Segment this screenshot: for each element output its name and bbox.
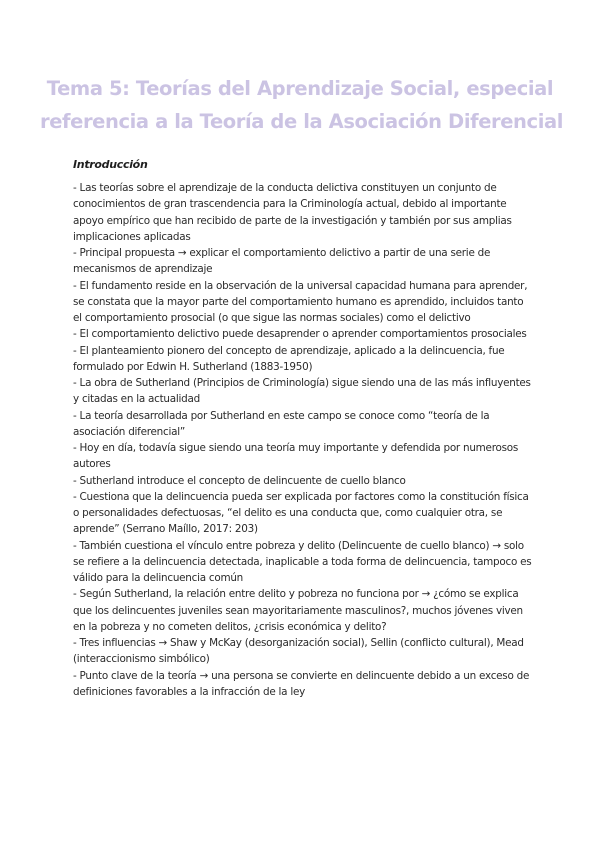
bullet-item: - El comportamiento delictivo puede desaprender o aprender comportamientos prosociales <box>73 328 527 341</box>
bullet-item: - Punto clave de la teoría → una persona se convierte en delincuente debido a un exceso de definiciones favorables a la infracción de la ley <box>73 669 530 698</box>
bullet-item: - La teoría desarrollada por Sutherland en este campo se conoce como “teoría de la asociación diferencial” <box>73 409 490 438</box>
bullet-item: - Las teorías sobre el aprendizaje de la conducta delictiva constituyen un conjunto de conocimientos de gran trascendencia para la Criminología actual, debido al importante apoyo empírico que han recibido de parte de la investigación y también por sus amplias implicaciones aplicadas <box>73 182 512 243</box>
bullet-item: - El planteamiento pionero del concepto de aprendizaje, aplicado a la delincuencia, fue formulado por Edwin H. Sutherland (1883-1950) <box>73 344 505 373</box>
bullet-item: - Sutherland introduce el concepto de delincuente de cuello blanco <box>73 474 406 487</box>
bullet-item: - El fundamento reside en la observación de la universal capacidad humana para aprender, se constata que la mayor parte del comportamiento humano es aprendido, incluidos tanto el comportamiento prosocial (o que sigue las normas sociales) como el delictivo <box>73 279 528 324</box>
bullet-item: - Según Sutherland, la relación entre delito y pobreza no funciona por → ¿cómo se explica que los delincuentes juveniles sean mayoritariamente masculinos?, muchos jóvenes viven en la pobreza y no cometen delitos, ¿crisis económica y delito? <box>73 588 523 633</box>
section-heading: Introducción <box>73 158 148 171</box>
document-title-line-1: Tema 5: Teorías del Aprendizaje Social, especial <box>46 77 554 100</box>
bullet-list <box>73 180 535 700</box>
bullet-item: - Hoy en día, todavía sigue siendo una teoría muy importante y defendida por numerosos autores <box>73 442 519 471</box>
bullet-item: - Principal propuesta → explicar el comportamiento delictivo a partir de una serie de mecanismos de aprendizaje <box>73 247 491 276</box>
bullet-item: - La obra de Sutherland (Principios de Criminología) sigue siendo una de las más influyentes y citadas en la actualidad <box>73 377 531 406</box>
bullet-item: - Tres influencias → Shaw y McKay (desorganización social), Sellin (conflicto cultural), Mead (interaccionismo simbólico) <box>73 637 524 666</box>
bullet-item: - También cuestiona el vínculo entre pobreza y delito (Delincuente de cuello blanco) → solo se refiere a la delincuencia detectada, inaplicable a toda forma de delincuencia, tampoco es válido para la delincuencia común <box>73 539 532 584</box>
bullet-item: - Cuestiona que la delincuencia pueda ser explicada por factores como la constitución física o personalidades defectuosas, “el delito es una conducta que, como cualquier otra, se aprende” (Serrano Maíllo, 2017: 203) <box>73 490 529 536</box>
document-title-line-2: referencia a la Teoría de la Asociación Diferencial <box>40 110 564 133</box>
